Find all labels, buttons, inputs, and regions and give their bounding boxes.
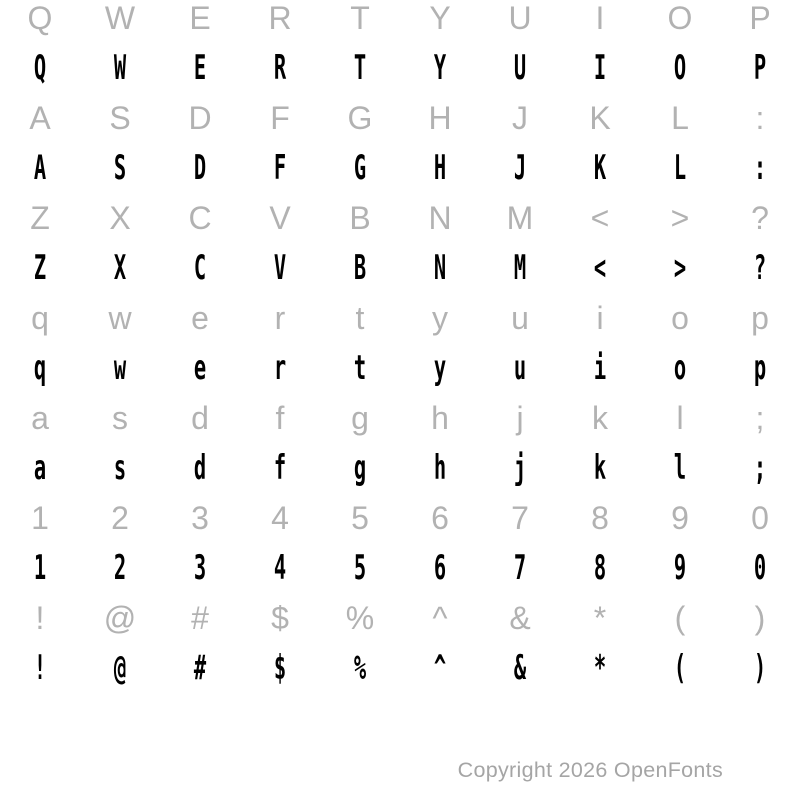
glyph-cell: 4 bbox=[271, 499, 289, 536]
glyph-cell: @ bbox=[103, 599, 137, 636]
glyph-cell: T bbox=[350, 0, 370, 36]
glyph-cell: E bbox=[193, 48, 207, 88]
glyph-cell: B bbox=[349, 199, 371, 236]
glyph-cell: N bbox=[428, 199, 452, 236]
glyph-cell: 5 bbox=[351, 499, 369, 536]
glyph-cell: P bbox=[753, 48, 767, 88]
glyph-cell: V bbox=[273, 248, 287, 288]
glyph-cell: 2 bbox=[113, 548, 127, 588]
glyph-cell: y bbox=[433, 348, 447, 388]
glyph-cell: Q bbox=[33, 48, 47, 88]
glyph-cell: : bbox=[755, 99, 765, 136]
glyph-cell: I bbox=[595, 0, 605, 36]
glyph-cell: T bbox=[353, 48, 367, 88]
glyph-cell: $ bbox=[273, 648, 287, 688]
glyph-cell: h bbox=[433, 448, 447, 488]
glyph-cell: @ bbox=[113, 648, 127, 688]
glyph-cell: # bbox=[191, 599, 209, 636]
glyph-cell: Z bbox=[33, 248, 47, 288]
glyph-cell: < bbox=[590, 199, 610, 236]
glyph-cell: 0 bbox=[753, 548, 767, 588]
glyph-cell: S bbox=[109, 99, 131, 136]
glyph-cell: 3 bbox=[191, 499, 209, 536]
glyph-cell: e bbox=[191, 299, 209, 336]
glyph-cell: U bbox=[508, 0, 532, 36]
glyph-cell: X bbox=[109, 199, 131, 236]
glyph-cell: & bbox=[513, 648, 527, 688]
glyph-cell: N bbox=[433, 248, 447, 288]
glyph-cell: k bbox=[592, 399, 608, 436]
glyph-cell: ( bbox=[674, 599, 686, 636]
glyph-cell: > bbox=[670, 199, 690, 236]
glyph-cell: $ bbox=[271, 599, 289, 636]
glyph-row-reference bbox=[0, 393, 800, 443]
glyph-cell: Z bbox=[30, 199, 50, 236]
glyph-cell: d bbox=[193, 448, 207, 488]
glyph-cell: i bbox=[596, 299, 604, 336]
glyph-cell: g bbox=[353, 448, 367, 488]
glyph-cell: h bbox=[431, 399, 449, 436]
glyph-cell: ( bbox=[673, 648, 687, 688]
copyright-text: Copyright 2026 OpenFonts bbox=[457, 758, 723, 782]
glyph-cell: X bbox=[113, 248, 127, 288]
glyph-row-preview bbox=[0, 43, 800, 93]
glyph-cell: y bbox=[432, 299, 448, 336]
glyph-row-preview bbox=[0, 243, 800, 293]
glyph-row-preview bbox=[0, 643, 800, 693]
glyph-cell: K bbox=[593, 148, 607, 188]
glyph-cell: # bbox=[193, 648, 207, 688]
glyph-cell: p bbox=[751, 299, 769, 336]
glyph-cell: W bbox=[113, 48, 127, 88]
glyph-row-preview bbox=[0, 343, 800, 393]
glyph-cell: l bbox=[673, 448, 687, 488]
glyph-cell: 4 bbox=[273, 548, 287, 588]
glyph-row-reference bbox=[0, 0, 800, 43]
glyph-cell: r bbox=[274, 299, 286, 336]
glyph-row-reference bbox=[0, 493, 800, 543]
glyph-cell: o bbox=[671, 299, 689, 336]
glyph-cell: M bbox=[506, 199, 534, 236]
glyph-cell: d bbox=[191, 399, 209, 436]
glyph-cell: W bbox=[104, 0, 136, 36]
glyph-cell: ; bbox=[753, 448, 767, 488]
glyph-cell: A bbox=[33, 148, 47, 188]
glyph-cell: M bbox=[513, 248, 527, 288]
glyph-cell: g bbox=[351, 399, 369, 436]
glyph-cell: L bbox=[671, 99, 689, 136]
glyph-cell: 6 bbox=[433, 548, 447, 588]
glyph-cell: ? bbox=[751, 199, 769, 236]
glyph-cell: r bbox=[273, 348, 287, 388]
glyph-cell: A bbox=[29, 99, 51, 136]
glyph-cell: H bbox=[428, 99, 452, 136]
glyph-cell: 1 bbox=[33, 548, 47, 588]
glyph-cell: * bbox=[593, 599, 607, 636]
glyph-row-reference bbox=[0, 93, 800, 143]
glyph-cell: ) bbox=[753, 648, 767, 688]
glyph-cell: a bbox=[33, 448, 47, 488]
glyph-cell: P bbox=[749, 0, 771, 36]
glyph-cell: V bbox=[269, 199, 291, 236]
glyph-cell: ? bbox=[753, 248, 767, 288]
glyph-row-reference bbox=[0, 593, 800, 643]
glyph-cell: G bbox=[347, 99, 373, 136]
glyph-cell: ! bbox=[33, 648, 47, 688]
glyph-cell: 1 bbox=[31, 499, 49, 536]
glyph-cell: a bbox=[31, 399, 49, 436]
glyph-cell: 2 bbox=[111, 499, 129, 536]
glyph-cell: C bbox=[188, 199, 212, 236]
glyph-cell: B bbox=[353, 248, 367, 288]
glyph-cell: 9 bbox=[673, 548, 687, 588]
glyph-cell: s bbox=[113, 448, 127, 488]
glyph-cell: 7 bbox=[511, 499, 529, 536]
glyph-cell: R bbox=[273, 48, 287, 88]
glyph-cell: l bbox=[676, 399, 684, 436]
glyph-cell: % bbox=[353, 648, 367, 688]
glyph-row-preview bbox=[0, 443, 800, 493]
glyph-cell: & bbox=[509, 599, 531, 636]
glyph-row-preview bbox=[0, 143, 800, 193]
glyph-cell: < bbox=[593, 248, 607, 288]
glyph-cell: k bbox=[593, 448, 607, 488]
glyph-cell: K bbox=[589, 99, 611, 136]
glyph-row-preview bbox=[0, 543, 800, 593]
glyph-cell: J bbox=[512, 99, 528, 136]
glyph-cell: t bbox=[353, 348, 367, 388]
glyph-cell: > bbox=[673, 248, 687, 288]
glyph-cell: D bbox=[188, 99, 212, 136]
glyph-cell: 8 bbox=[591, 499, 609, 536]
glyph-cell: I bbox=[593, 48, 607, 88]
glyph-cell: ) bbox=[754, 599, 766, 636]
glyph-cell: ; bbox=[755, 399, 765, 436]
glyph-cell: 5 bbox=[353, 548, 367, 588]
glyph-cell: L bbox=[673, 148, 687, 188]
glyph-cell: Y bbox=[433, 48, 447, 88]
glyph-cell: O bbox=[673, 48, 687, 88]
glyph-cell: R bbox=[268, 0, 292, 36]
glyph-cell: 8 bbox=[593, 548, 607, 588]
glyph-cell: ! bbox=[35, 599, 45, 636]
glyph-cell: J bbox=[513, 148, 527, 188]
glyph-cell: 0 bbox=[751, 499, 769, 536]
glyph-cell: 3 bbox=[193, 548, 207, 588]
glyph-row-reference bbox=[0, 193, 800, 243]
glyph-cell: t bbox=[355, 299, 365, 336]
glyph-cell: 9 bbox=[671, 499, 689, 536]
glyph-cell: D bbox=[193, 148, 207, 188]
glyph-cell: ^ bbox=[433, 648, 447, 688]
glyph-cell: u bbox=[513, 348, 527, 388]
glyph-cell: 6 bbox=[431, 499, 449, 536]
glyph-cell: G bbox=[353, 148, 367, 188]
glyph-cell: j bbox=[516, 399, 524, 436]
glyph-cell: : bbox=[753, 148, 767, 188]
glyph-cell: F bbox=[270, 99, 290, 136]
glyph-cell: C bbox=[193, 248, 207, 288]
glyph-cell: S bbox=[113, 148, 127, 188]
glyph-cell: U bbox=[513, 48, 527, 88]
glyph-cell: q bbox=[33, 348, 47, 388]
glyph-cell: i bbox=[593, 348, 607, 388]
glyph-cell: 7 bbox=[513, 548, 527, 588]
glyph-cell: H bbox=[433, 148, 447, 188]
glyph-cell: s bbox=[112, 399, 128, 436]
glyph-cell: Q bbox=[27, 0, 53, 36]
glyph-cell: w bbox=[108, 299, 132, 336]
glyph-cell: % bbox=[345, 599, 375, 636]
glyph-cell: E bbox=[189, 0, 211, 36]
glyph-cell: O bbox=[667, 0, 693, 36]
glyph-cell: o bbox=[673, 348, 687, 388]
glyph-cell: u bbox=[511, 299, 529, 336]
glyph-row-reference bbox=[0, 293, 800, 343]
glyph-cell: F bbox=[273, 148, 287, 188]
glyph-cell: Y bbox=[429, 0, 451, 36]
glyph-cell: p bbox=[753, 348, 767, 388]
glyph-cell: ^ bbox=[432, 599, 448, 636]
glyph-cell: e bbox=[193, 348, 207, 388]
glyph-cell: f bbox=[273, 448, 287, 488]
glyph-cell: j bbox=[513, 448, 527, 488]
glyph-cell: q bbox=[31, 299, 49, 336]
glyph-cell: * bbox=[593, 648, 607, 688]
glyph-cell: f bbox=[275, 399, 285, 436]
glyph-cell: w bbox=[113, 348, 127, 388]
